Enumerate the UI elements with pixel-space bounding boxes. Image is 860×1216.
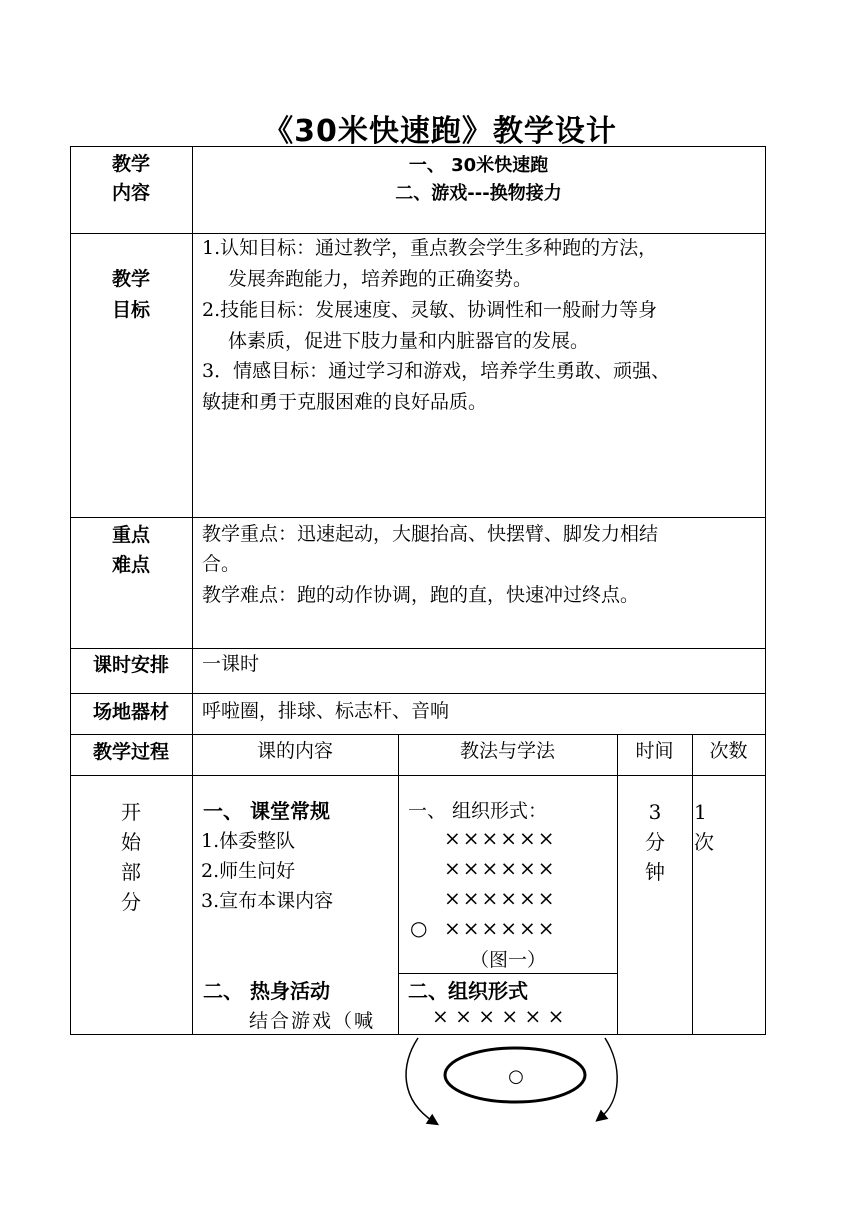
section-label-char: 部 — [121, 860, 141, 884]
objective-1-line-1: 1.认知目标：通过教学，重点教会学生多种跑的方法， — [202, 237, 658, 259]
objective-1-line-2: 发展奔跑能力，培养跑的正确姿势。 — [228, 268, 533, 290]
count-value — [694, 797, 724, 857]
formation-row-2: × × × × × × — [432, 1004, 565, 1028]
key-point-line-1: 教学重点：迅速起动，大腿抬高、快摆臂、脚发力相结 — [202, 523, 659, 545]
objective-2-line-1: 2.技能目标：发展速度、灵敏、协调性和一般耐力等身 — [202, 299, 658, 321]
count-char: 1 — [694, 800, 707, 824]
figure-caption: （图一） — [470, 949, 547, 971]
time-char: 钟 — [645, 860, 665, 884]
table-border — [70, 517, 765, 518]
objective-3-line-1: 3．情感目标：通过学习和游戏，培养学生勇敢、顽强、 — [202, 360, 671, 382]
header-count: 次数 — [709, 740, 748, 762]
count-char: 次 — [694, 830, 714, 854]
key-point-line-2: 合。 — [202, 553, 241, 575]
time-value — [640, 797, 670, 887]
page-title: 《30米快速跑》教学设计 — [263, 114, 617, 149]
keypoints-label: 重点 难点 — [111, 524, 150, 576]
header-content: 课的内容 — [256, 740, 333, 762]
method-1-title: 一、 组织形式： — [408, 800, 548, 822]
table-border — [70, 146, 765, 147]
table-border — [617, 734, 618, 1035]
ellipse-center-mark: ○ — [508, 1066, 524, 1087]
table-border — [192, 146, 193, 1035]
time-char: 3 — [648, 800, 662, 824]
routine-item: 2.师生问好 — [201, 860, 296, 882]
section-label-char: 开 — [121, 800, 141, 824]
section-label-char: 始 — [121, 830, 141, 854]
formation-row: ×××××× — [444, 916, 557, 940]
schedule-label: 课时安排 — [92, 654, 169, 676]
content-label: 教学 内容 — [111, 153, 150, 204]
section-label — [116, 797, 146, 917]
table-border — [765, 146, 766, 1035]
time-char: 分 — [645, 830, 665, 854]
content-line-2: 二、游戏---换物接力 — [395, 183, 562, 204]
left-arrow — [406, 1038, 434, 1122]
right-arrow — [600, 1038, 617, 1118]
table-border — [70, 648, 765, 649]
table-border — [692, 734, 693, 1035]
routine-heading: 一、 课堂常规 — [203, 799, 330, 823]
formation-row: ×××××× — [444, 826, 557, 850]
objective-3-line-2: 敏捷和勇于克服困难的良好品质。 — [202, 391, 488, 413]
equipment-label: 场地器材 — [92, 701, 169, 723]
formation-row: ×××××× — [444, 886, 557, 910]
track-diagram — [400, 1030, 660, 1140]
routine-item: 3.宣布本课内容 — [201, 890, 334, 912]
teacher-mark: ○ — [410, 916, 430, 940]
header-time: 时间 — [635, 740, 674, 762]
schedule-value: 一课时 — [202, 653, 260, 675]
table-border — [70, 693, 765, 694]
table-border — [70, 734, 765, 735]
section-label-char: 分 — [121, 890, 141, 914]
table-border — [70, 775, 765, 776]
equipment-value: 呼啦圈，排球、标志杆、音响 — [202, 700, 450, 722]
method-2-title: 二、组织形式 — [408, 979, 528, 1003]
routine-item: 1.体委整队 — [201, 830, 296, 852]
objective-2-line-2: 体素质，促进下肢力量和内脏器官的发展。 — [228, 330, 590, 352]
difficult-point: 教学难点：跑的动作协调，跑的直，快速冲过终点。 — [202, 584, 640, 606]
objectives-label: 教学 目标 — [111, 268, 150, 321]
warmup-heading: 二、 热身活动 — [203, 979, 330, 1003]
formation-row: ×××××× — [444, 856, 557, 880]
table-border — [398, 734, 399, 1035]
header-method: 教法与学法 — [459, 740, 555, 762]
warmup-text: 结合游戏（喊 — [249, 1010, 376, 1032]
process-label: 教学过程 — [92, 741, 169, 763]
content-line-1: 一、 30米快速跑 — [408, 155, 549, 176]
